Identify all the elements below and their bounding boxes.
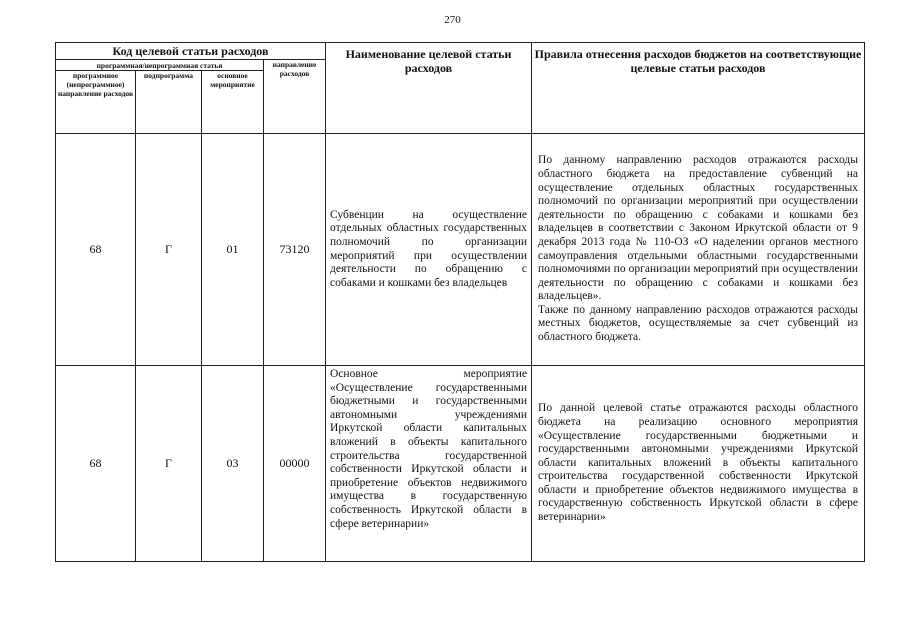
expense-rules-cell	[532, 134, 865, 366]
program-direction-header: программное (непрограммное) направление расходов	[56, 71, 136, 134]
table-row	[56, 134, 865, 366]
program-group-header: программная/непрограммная статья	[56, 60, 264, 71]
program-code-cell: 68	[56, 366, 136, 562]
name-column-header: Наименование целевой статьи расходов	[326, 43, 532, 134]
subprogram-header: подпрограмма	[136, 71, 202, 134]
rules-extra-text: Также по данному направлению расходов отражаются расходы местных бюджетов, осуществляемые за счет субвенций из областного бюджета.	[538, 303, 859, 344]
code-column-header: Код целевой статьи расходов	[56, 43, 326, 60]
direction-code-cell: 00000	[264, 366, 326, 562]
target-expense-table	[55, 42, 865, 562]
expense-direction-header: направление расходов	[264, 60, 326, 134]
rules-text: По данной целевой статье отражаются расходы областного бюджета на реализацию основного мероприятия «Осуществление государственными бюджетными и государственными автономными учреждениями Иркутской области капитальных вложений в объекты капитального строительства государственной собственности Иркутской области и приобретение объектов недвижимого имущества в государственную собственность Иркутской области в сфере ветеринарии»	[538, 402, 859, 524]
rules-column-header: Правила отнесения расходов бюджетов на соответствующие целевые статьи расходов	[532, 43, 865, 134]
main-activity-header: основное мероприятие	[202, 71, 264, 134]
subprogram-code-cell: Г	[136, 366, 202, 562]
expense-rules-cell	[532, 366, 865, 562]
page-number: 270	[444, 14, 461, 26]
direction-code-cell: 73120	[264, 134, 326, 366]
activity-code-cell: 01	[202, 134, 264, 366]
rules-text: По данному направлению расходов отражаются расходы областного бюджета на предоставление субвенций на осуществление отдельных областных государственных полномочий по организации мероприятий при осуществлении деятельности по обращению с собаками и кошками без владельцев в соответствии с Законом Иркутской области от 9 декабря 2013 года № 110-ОЗ «О наделении органов местного самоуправления отдельными областными государственными полномочиями по организации мероприятий при осуществлении деятельности по обращению с собаками и кошками без владельцев».	[538, 154, 859, 303]
activity-code-cell: 03	[202, 366, 264, 562]
expense-name-cell: Субвенции на осуществление отдельных областных государственных полномочий по организации мероприятий при осуществлении деятельности по обращению с собаками и кошками без владельцев	[326, 134, 532, 366]
expense-name-cell: Основное мероприятие «Осуществление государственными бюджетными и государственными автономными учреждениями Иркутской области капитальных вложений в объекты капитального строительства государственной собственности Иркутской области и приобретение объектов недвижимого имущества в государственную собственность Иркутской области в сфере ветеринарии»	[326, 366, 532, 562]
table-row	[56, 366, 865, 562]
program-code-cell: 68	[56, 134, 136, 366]
subprogram-code-cell: Г	[136, 134, 202, 366]
